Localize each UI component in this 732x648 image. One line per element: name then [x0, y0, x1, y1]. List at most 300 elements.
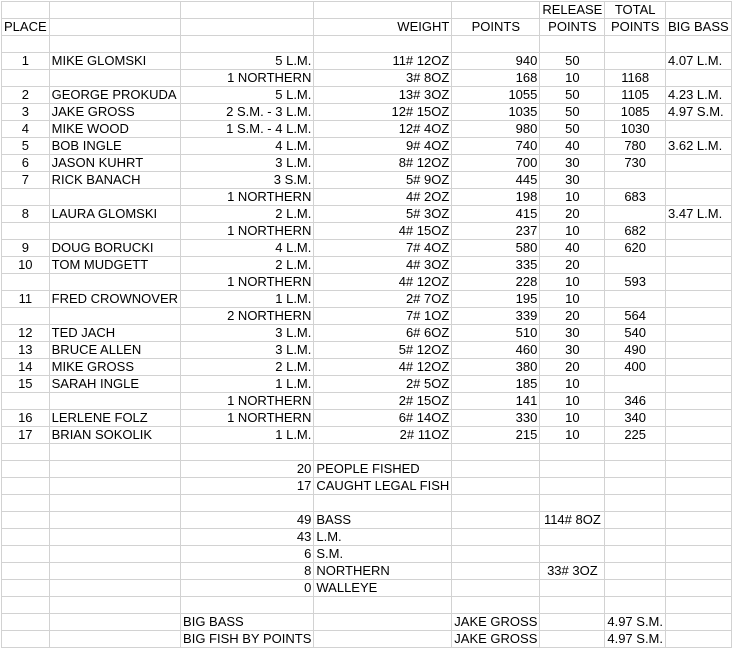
bigbass-cell	[666, 580, 732, 597]
points-cell: 940	[452, 53, 540, 70]
bigbass-cell: 4.07 L.M.	[666, 53, 732, 70]
table-row	[2, 546, 732, 563]
total-cell	[605, 546, 666, 563]
bigbass-cell: 3.47 L.M.	[666, 206, 732, 223]
points-cell: 330	[452, 410, 540, 427]
weight-cell	[314, 631, 452, 648]
total-cell: 400	[605, 359, 666, 376]
table-row	[2, 121, 732, 138]
bigbass-cell	[666, 155, 732, 172]
name-cell: JASON KUHRT	[49, 155, 180, 172]
catch-cell: BIG BASS	[181, 614, 314, 631]
weight-cell: 6# 14OZ	[314, 410, 452, 427]
table-row	[2, 70, 732, 87]
name-header	[49, 2, 180, 19]
name-cell	[49, 461, 180, 478]
points-cell: 237	[452, 223, 540, 240]
total-cell: 1105	[605, 87, 666, 104]
weight-cell	[314, 36, 452, 53]
release-cell: 10	[540, 189, 605, 206]
total-cell	[605, 597, 666, 614]
table-row	[2, 155, 732, 172]
release-cell: 10	[540, 410, 605, 427]
name-cell: JAKE GROSS	[49, 104, 180, 121]
place-cell: 13	[2, 342, 50, 359]
weight-cell: PEOPLE FISHED	[314, 461, 452, 478]
place-cell: 3	[2, 104, 50, 121]
table-row	[2, 291, 732, 308]
release-cell	[540, 546, 605, 563]
weight-cell: 4# 12OZ	[314, 359, 452, 376]
catch-cell: 5 L.M.	[181, 53, 314, 70]
points-cell	[452, 563, 540, 580]
release-cell	[540, 597, 605, 614]
total-cell: 682	[605, 223, 666, 240]
table-row	[2, 444, 732, 461]
points-cell	[452, 529, 540, 546]
place-cell	[2, 546, 50, 563]
points-cell	[452, 444, 540, 461]
total-cell: 620	[605, 240, 666, 257]
place-cell: 11	[2, 291, 50, 308]
release-cell: 114# 8OZ	[540, 512, 605, 529]
points-cell: 195	[452, 291, 540, 308]
total-cell	[605, 376, 666, 393]
header-row	[2, 2, 732, 19]
release-cell: 50	[540, 87, 605, 104]
place-cell: 16	[2, 410, 50, 427]
weight-cell: WALLEYE	[314, 580, 452, 597]
weight-cell: 4# 15OZ	[314, 223, 452, 240]
weight-header	[314, 2, 452, 19]
release-cell	[540, 495, 605, 512]
bigbass-cell	[666, 597, 732, 614]
weight-cell: 5# 12OZ	[314, 342, 452, 359]
bigbass-cell	[666, 308, 732, 325]
name-cell	[49, 563, 180, 580]
release-cell	[540, 36, 605, 53]
catch-cell: 3 S.M.	[181, 172, 314, 189]
bigbass-cell	[666, 614, 732, 631]
release-cell: 50	[540, 121, 605, 138]
release-cell: 40	[540, 138, 605, 155]
bigbass-cell	[666, 495, 732, 512]
name-cell	[49, 444, 180, 461]
bigbass-cell	[666, 240, 732, 257]
weight-cell: 4# 2OZ	[314, 189, 452, 206]
table-row	[2, 87, 732, 104]
table-row	[2, 427, 732, 444]
weight-cell: 4# 3OZ	[314, 257, 452, 274]
points-cell: 460	[452, 342, 540, 359]
bigbass-cell	[666, 410, 732, 427]
catch-cell: 4 L.M.	[181, 138, 314, 155]
release-header: POINTS	[540, 19, 605, 36]
catch-cell: 3 L.M.	[181, 342, 314, 359]
total-cell	[605, 563, 666, 580]
weight-cell: 7# 1OZ	[314, 308, 452, 325]
weight-cell	[314, 495, 452, 512]
total-cell	[605, 206, 666, 223]
table-row	[2, 342, 732, 359]
place-cell	[2, 563, 50, 580]
name-cell: MIKE GROSS	[49, 359, 180, 376]
name-cell	[49, 580, 180, 597]
name-cell: GEORGE PROKUDA	[49, 87, 180, 104]
table-row	[2, 478, 732, 495]
points-cell: JAKE GROSS	[452, 614, 540, 631]
name-cell: BRUCE ALLEN	[49, 342, 180, 359]
name-header	[49, 19, 180, 36]
catch-cell: 1 NORTHERN	[181, 410, 314, 427]
bigbass-cell	[666, 257, 732, 274]
catch-cell: 0	[181, 580, 314, 597]
release-cell: 50	[540, 104, 605, 121]
release-cell: 30	[540, 325, 605, 342]
catch-cell: 1 NORTHERN	[181, 274, 314, 291]
place-cell	[2, 189, 50, 206]
catch-cell: 2 S.M. - 3 L.M.	[181, 104, 314, 121]
table-row	[2, 495, 732, 512]
weight-cell: 2# 7OZ	[314, 291, 452, 308]
points-cell	[452, 546, 540, 563]
weight-cell: 11# 12OZ	[314, 53, 452, 70]
name-cell	[49, 478, 180, 495]
weight-cell: NORTHERN	[314, 563, 452, 580]
points-cell: 1055	[452, 87, 540, 104]
bigbass-cell	[666, 291, 732, 308]
catch-cell: 2 L.M.	[181, 206, 314, 223]
total-cell: 225	[605, 427, 666, 444]
place-cell: 14	[2, 359, 50, 376]
catch-cell: 1 NORTHERN	[181, 70, 314, 87]
place-cell: 8	[2, 206, 50, 223]
catch-header	[181, 2, 314, 19]
catch-cell: BIG FISH BY POINTS	[181, 631, 314, 648]
weight-cell	[314, 597, 452, 614]
place-cell: 4	[2, 121, 50, 138]
place-cell	[2, 223, 50, 240]
bigbass-cell: 4.23 L.M.	[666, 87, 732, 104]
release-cell: 30	[540, 155, 605, 172]
total-cell: 490	[605, 342, 666, 359]
table-row	[2, 274, 732, 291]
name-cell	[49, 393, 180, 410]
bigbass-cell: 4.97 S.M.	[666, 104, 732, 121]
points-cell	[452, 597, 540, 614]
total-cell: 1085	[605, 104, 666, 121]
place-cell: 7	[2, 172, 50, 189]
release-cell: 20	[540, 308, 605, 325]
table-row	[2, 206, 732, 223]
table-row	[2, 36, 732, 53]
table-row	[2, 614, 732, 631]
table-row	[2, 172, 732, 189]
catch-cell	[181, 495, 314, 512]
table-row	[2, 359, 732, 376]
name-cell	[49, 495, 180, 512]
release-cell: 10	[540, 427, 605, 444]
name-cell	[49, 614, 180, 631]
weight-cell: 4# 12OZ	[314, 274, 452, 291]
points-cell: 700	[452, 155, 540, 172]
release-cell: 10	[540, 291, 605, 308]
name-cell: DOUG BORUCKI	[49, 240, 180, 257]
bigbass-header	[666, 2, 732, 19]
total-cell: 540	[605, 325, 666, 342]
table-row	[2, 461, 732, 478]
points-cell: 445	[452, 172, 540, 189]
table-row	[2, 631, 732, 648]
weight-header: WEIGHT	[314, 19, 452, 36]
release-cell: 33# 3OZ	[540, 563, 605, 580]
bigbass-cell	[666, 478, 732, 495]
catch-cell	[181, 36, 314, 53]
name-cell: LAURA GLOMSKI	[49, 206, 180, 223]
points-cell: 141	[452, 393, 540, 410]
table-row	[2, 308, 732, 325]
total-cell	[605, 580, 666, 597]
catch-cell: 1 NORTHERN	[181, 393, 314, 410]
catch-cell: 1 L.M.	[181, 376, 314, 393]
total-cell: 683	[605, 189, 666, 206]
catch-header	[181, 19, 314, 36]
release-cell: 10	[540, 376, 605, 393]
bigbass-cell	[666, 631, 732, 648]
bigbass-cell	[666, 444, 732, 461]
place-cell	[2, 631, 50, 648]
points-cell: 335	[452, 257, 540, 274]
name-cell	[49, 36, 180, 53]
name-cell	[49, 70, 180, 87]
release-cell	[540, 529, 605, 546]
release-cell: 10	[540, 70, 605, 87]
place-cell	[2, 512, 50, 529]
catch-cell: 2 NORTHERN	[181, 308, 314, 325]
bigbass-cell	[666, 189, 732, 206]
bigbass-cell	[666, 36, 732, 53]
weight-cell: 7# 4OZ	[314, 240, 452, 257]
points-cell	[452, 512, 540, 529]
release-cell: 20	[540, 359, 605, 376]
table-row	[2, 529, 732, 546]
weight-cell: S.M.	[314, 546, 452, 563]
total-cell	[605, 291, 666, 308]
bigbass-cell	[666, 393, 732, 410]
release-header: RELEASE	[540, 2, 605, 19]
name-cell: MIKE WOOD	[49, 121, 180, 138]
name-cell	[49, 189, 180, 206]
table-row	[2, 563, 732, 580]
table-row	[2, 240, 732, 257]
name-cell: MIKE GLOMSKI	[49, 53, 180, 70]
bigbass-cell	[666, 512, 732, 529]
place-cell: 10	[2, 257, 50, 274]
place-cell	[2, 580, 50, 597]
release-cell: 20	[540, 206, 605, 223]
weight-cell: 6# 6OZ	[314, 325, 452, 342]
bigbass-header: BIG BASS	[666, 19, 732, 36]
points-cell: JAKE GROSS	[452, 631, 540, 648]
table-row	[2, 393, 732, 410]
bigbass-cell	[666, 70, 732, 87]
name-cell: LERLENE FOLZ	[49, 410, 180, 427]
points-cell	[452, 461, 540, 478]
points-cell	[452, 36, 540, 53]
table-row	[2, 257, 732, 274]
sheet-body	[2, 2, 732, 648]
release-cell: 30	[540, 342, 605, 359]
bigbass-cell	[666, 529, 732, 546]
place-header	[2, 2, 50, 19]
table-row	[2, 325, 732, 342]
results-sheet	[1, 1, 732, 648]
points-cell: 215	[452, 427, 540, 444]
place-cell: 6	[2, 155, 50, 172]
points-header: POINTS	[452, 19, 540, 36]
place-header: PLACE	[2, 19, 50, 36]
place-cell	[2, 478, 50, 495]
name-cell	[49, 274, 180, 291]
place-cell: 17	[2, 427, 50, 444]
points-cell: 168	[452, 70, 540, 87]
catch-cell: 49	[181, 512, 314, 529]
total-cell	[605, 172, 666, 189]
total-cell: 340	[605, 410, 666, 427]
points-cell	[452, 478, 540, 495]
total-header: POINTS	[605, 19, 666, 36]
weight-cell: 5# 9OZ	[314, 172, 452, 189]
points-cell: 339	[452, 308, 540, 325]
name-cell: TED JACH	[49, 325, 180, 342]
catch-cell: 2 L.M.	[181, 359, 314, 376]
weight-cell	[314, 444, 452, 461]
weight-cell: BASS	[314, 512, 452, 529]
total-header: TOTAL	[605, 2, 666, 19]
catch-cell	[181, 444, 314, 461]
name-cell	[49, 529, 180, 546]
table-row	[2, 138, 732, 155]
bigbass-cell	[666, 342, 732, 359]
table-row	[2, 580, 732, 597]
bigbass-cell	[666, 223, 732, 240]
total-cell	[605, 478, 666, 495]
weight-cell: 3# 8OZ	[314, 70, 452, 87]
table-row	[2, 53, 732, 70]
name-cell	[49, 546, 180, 563]
points-cell: 198	[452, 189, 540, 206]
release-cell	[540, 580, 605, 597]
points-cell: 1035	[452, 104, 540, 121]
name-cell: TOM MUDGETT	[49, 257, 180, 274]
total-cell	[605, 53, 666, 70]
table-row	[2, 512, 732, 529]
bigbass-cell	[666, 546, 732, 563]
weight-cell: 5# 3OZ	[314, 206, 452, 223]
place-cell: 15	[2, 376, 50, 393]
total-cell	[605, 529, 666, 546]
release-cell: 30	[540, 172, 605, 189]
total-cell: 4.97 S.M.	[605, 631, 666, 648]
weight-cell: L.M.	[314, 529, 452, 546]
release-cell: 50	[540, 53, 605, 70]
catch-cell: 1 NORTHERN	[181, 189, 314, 206]
place-cell	[2, 614, 50, 631]
table-row	[2, 597, 732, 614]
weight-cell: 2# 15OZ	[314, 393, 452, 410]
points-cell	[452, 580, 540, 597]
name-cell	[49, 512, 180, 529]
place-cell: 2	[2, 87, 50, 104]
catch-cell	[181, 597, 314, 614]
place-cell: 1	[2, 53, 50, 70]
bigbass-cell	[666, 121, 732, 138]
name-cell: SARAH INGLE	[49, 376, 180, 393]
total-cell: 730	[605, 155, 666, 172]
total-cell	[605, 36, 666, 53]
bigbass-cell	[666, 563, 732, 580]
catch-cell: 8	[181, 563, 314, 580]
name-cell	[49, 597, 180, 614]
total-cell: 1168	[605, 70, 666, 87]
release-cell	[540, 444, 605, 461]
total-cell: 780	[605, 138, 666, 155]
release-cell: 40	[540, 240, 605, 257]
total-cell: 1030	[605, 121, 666, 138]
place-cell	[2, 597, 50, 614]
place-cell	[2, 308, 50, 325]
catch-cell: 1 L.M.	[181, 427, 314, 444]
catch-cell: 4 L.M.	[181, 240, 314, 257]
bigbass-cell	[666, 461, 732, 478]
points-cell: 380	[452, 359, 540, 376]
catch-cell: 3 L.M.	[181, 325, 314, 342]
total-cell	[605, 495, 666, 512]
release-cell: 10	[540, 223, 605, 240]
bigbass-cell	[666, 376, 732, 393]
place-cell	[2, 393, 50, 410]
release-cell	[540, 614, 605, 631]
place-cell	[2, 444, 50, 461]
release-cell: 10	[540, 274, 605, 291]
total-cell	[605, 444, 666, 461]
total-cell	[605, 257, 666, 274]
place-cell	[2, 529, 50, 546]
points-cell: 580	[452, 240, 540, 257]
points-cell: 740	[452, 138, 540, 155]
release-cell	[540, 631, 605, 648]
total-cell	[605, 512, 666, 529]
catch-cell: 43	[181, 529, 314, 546]
bigbass-cell	[666, 325, 732, 342]
points-cell: 510	[452, 325, 540, 342]
place-cell	[2, 36, 50, 53]
name-cell	[49, 631, 180, 648]
points-cell: 228	[452, 274, 540, 291]
total-cell: 4.97 S.M.	[605, 614, 666, 631]
place-cell	[2, 495, 50, 512]
bigbass-cell	[666, 359, 732, 376]
bigbass-cell	[666, 274, 732, 291]
table-row	[2, 104, 732, 121]
release-cell: 10	[540, 393, 605, 410]
bigbass-cell: 3.62 L.M.	[666, 138, 732, 155]
place-cell	[2, 274, 50, 291]
catch-cell: 5 L.M.	[181, 87, 314, 104]
total-cell	[605, 461, 666, 478]
weight-cell: 12# 4OZ	[314, 121, 452, 138]
release-cell	[540, 478, 605, 495]
